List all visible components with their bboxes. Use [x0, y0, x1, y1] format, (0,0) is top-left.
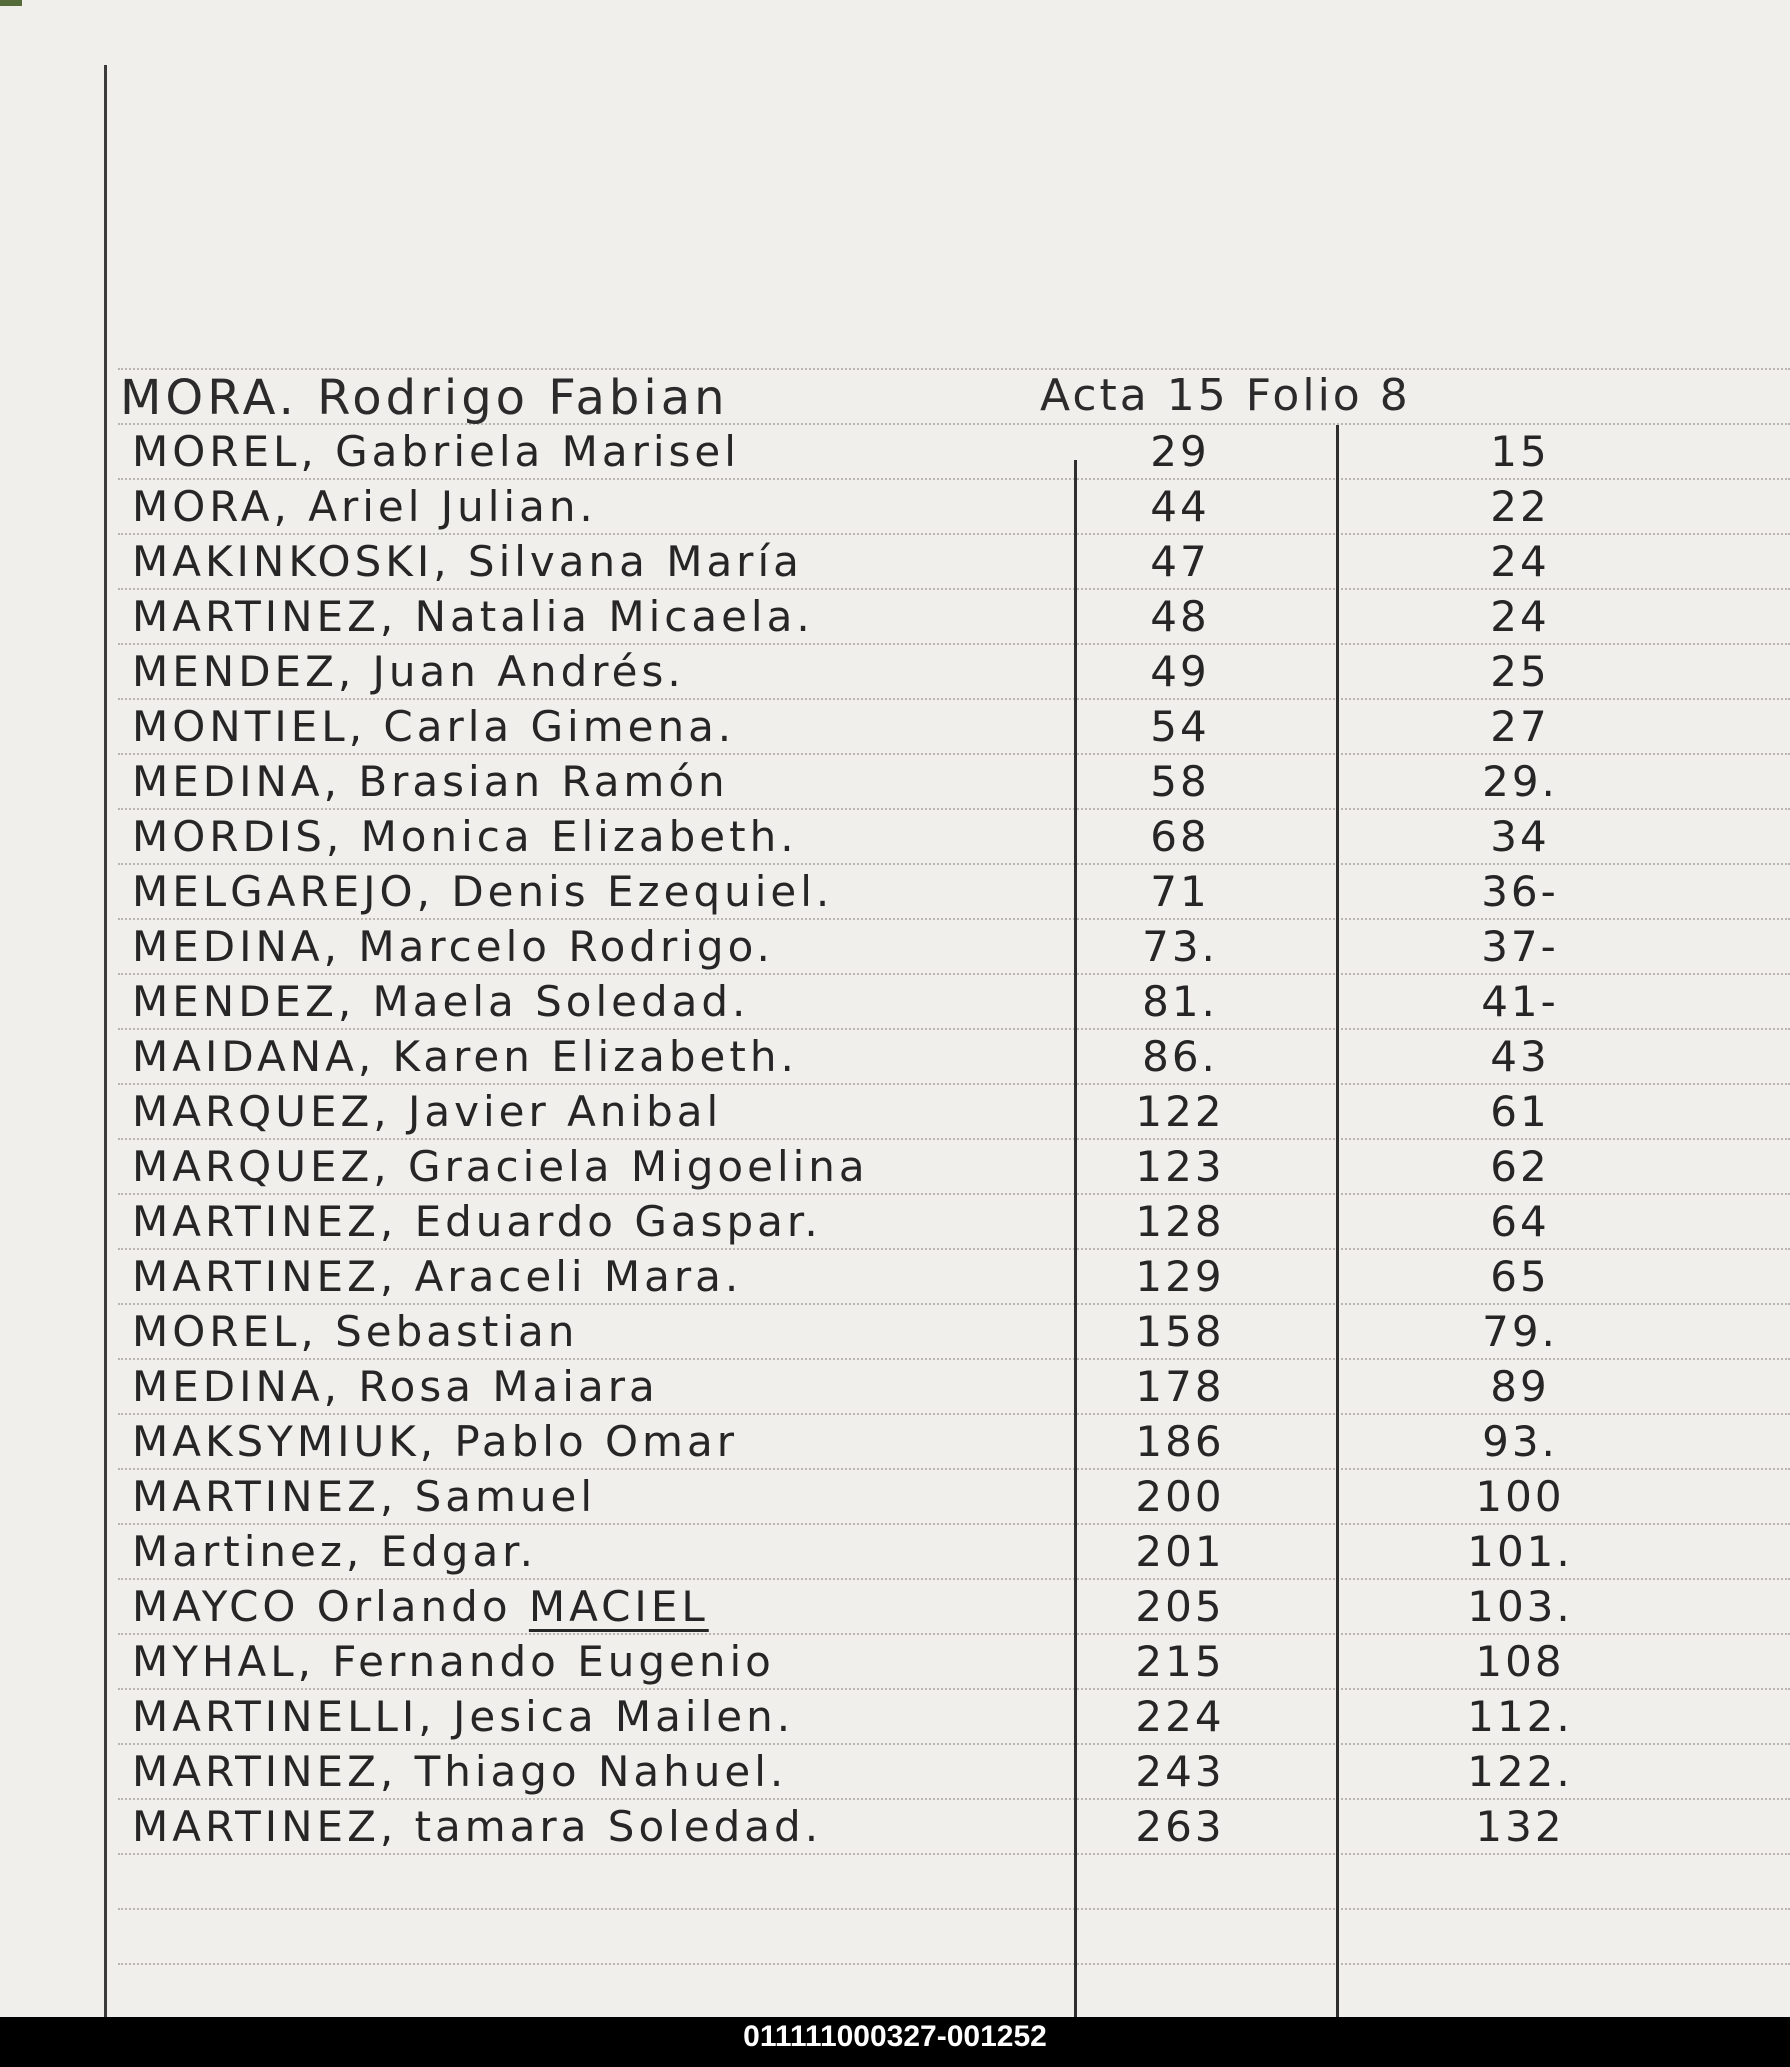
entry-folio: 27	[1490, 702, 1550, 751]
entry-acta: 71	[1150, 867, 1210, 916]
entry-name-first: MAYCO Orlando	[132, 1582, 512, 1631]
entry-acta: 200	[1135, 1472, 1225, 1521]
entry-folio: 36-	[1481, 867, 1559, 916]
entry-folio: 29.	[1482, 757, 1558, 806]
entry-folio: 64	[1490, 1197, 1550, 1246]
entry-acta: 128	[1135, 1197, 1225, 1246]
list-item	[120, 1415, 1580, 1471]
entry-name: MENDEZ, Maela Soledad.	[132, 977, 750, 1026]
entry-folio: 108	[1475, 1637, 1565, 1686]
list-item	[120, 1030, 1580, 1086]
entry-acta: 48	[1150, 592, 1210, 641]
page-corner-mark	[0, 0, 22, 6]
entry-name: MAKSYMIUK, Pablo Omar	[132, 1417, 738, 1466]
entry-acta: 263	[1135, 1802, 1225, 1851]
columns-label: Acta 15 Folio 8	[1040, 370, 1411, 421]
list-item	[120, 1470, 1580, 1526]
list-item	[120, 1800, 1580, 1856]
entry-folio: 24	[1490, 592, 1550, 641]
entry-folio: 43	[1490, 1032, 1550, 1081]
entry-folio: 24	[1490, 537, 1550, 586]
entry-acta: 49	[1150, 647, 1210, 696]
list-item	[120, 1250, 1580, 1306]
entry-name: MAKINKOSKI, Silvana María	[132, 537, 803, 586]
entry-folio: 25	[1490, 647, 1550, 696]
entry-acta: 73.	[1142, 922, 1218, 971]
list-item	[120, 1305, 1580, 1361]
entry-acta: 123	[1135, 1142, 1225, 1191]
entry-name: MARQUEZ, Javier Anibal	[132, 1087, 723, 1136]
entry-acta: 58	[1150, 757, 1210, 806]
entry-name: MORA, Ariel Julian.	[132, 482, 597, 531]
list-item	[120, 590, 1580, 646]
entry-name: MARTINELLI, Jesica Mailen.	[132, 1692, 795, 1741]
left-margin-line	[104, 65, 107, 2017]
list-item	[120, 1690, 1580, 1746]
entry-folio: 15	[1490, 427, 1550, 476]
entry-surname-underlined: MACIEL	[528, 1582, 709, 1631]
entry-name: MARTINEZ, Thiago Nahuel.	[132, 1747, 788, 1796]
list-item	[120, 645, 1580, 701]
entry-name: MARTINEZ, tamara Soledad.	[132, 1802, 823, 1851]
entry-acta: 186	[1135, 1417, 1225, 1466]
entry-name: MENDEZ, Juan Andrés.	[132, 647, 685, 696]
entry-name: MOREL, Sebastian	[132, 1307, 579, 1356]
entry-folio: 93.	[1482, 1417, 1558, 1466]
list-item	[120, 480, 1580, 536]
entry-acta: 81.	[1142, 977, 1218, 1026]
list-item	[120, 920, 1580, 976]
list-item	[120, 1140, 1580, 1196]
entry-acta: 47	[1150, 537, 1210, 586]
header-row	[120, 370, 1480, 428]
list-item	[120, 1195, 1580, 1251]
entry-folio: 79.	[1482, 1307, 1558, 1356]
list-item	[120, 425, 1580, 481]
list-item	[120, 1525, 1580, 1581]
entry-acta: 201	[1135, 1527, 1225, 1576]
entry-folio: 65	[1490, 1252, 1550, 1301]
entry-folio: 22	[1490, 482, 1550, 531]
entry-name: MORDIS, Monica Elizabeth.	[132, 812, 798, 861]
entry-name: MARTINEZ, Eduardo Gaspar.	[132, 1197, 822, 1246]
entry-name: MEDINA, Rosa Maiara	[132, 1362, 659, 1411]
entry-acta: 243	[1135, 1747, 1225, 1796]
entry-folio: 101.	[1467, 1527, 1573, 1576]
entry-folio: 132	[1475, 1802, 1565, 1851]
entry-name: MARTINEZ, Natalia Micaela.	[132, 592, 814, 641]
entry-acta: 86.	[1142, 1032, 1218, 1081]
entry-folio: 112.	[1467, 1692, 1573, 1741]
entry-acta: 44	[1150, 482, 1210, 531]
entry-acta: 68	[1150, 812, 1210, 861]
entry-name: MELGAREJO, Denis Ezequiel.	[132, 867, 834, 916]
entry-name	[132, 1582, 709, 1631]
entry-folio: 61	[1490, 1087, 1550, 1136]
entry-acta: 54	[1150, 702, 1210, 751]
list-item	[120, 1745, 1580, 1801]
entry-name: MEDINA, Brasian Ramón	[132, 757, 729, 806]
list-item	[120, 810, 1580, 866]
first-entry-name: MORA. Rodrigo Fabian	[120, 370, 729, 426]
entry-folio: 62	[1490, 1142, 1550, 1191]
entry-folio: 37-	[1481, 922, 1559, 971]
entry-name: MAIDANA, Karen Elizabeth.	[132, 1032, 798, 1081]
list-item	[120, 535, 1580, 591]
ruled-line	[118, 1908, 1790, 1910]
entry-name: MEDINA, Marcelo Rodrigo.	[132, 922, 774, 971]
entry-folio: 100	[1475, 1472, 1565, 1521]
entry-acta: 205	[1135, 1582, 1225, 1631]
entry-acta: 224	[1135, 1692, 1225, 1741]
document-code: 011111000327-001252	[743, 2020, 1047, 2053]
entry-name: MYHAL, Fernando Eugenio	[132, 1637, 775, 1686]
ruled-line	[118, 1963, 1790, 1965]
entry-acta: 215	[1135, 1637, 1225, 1686]
list-item	[120, 700, 1580, 756]
entry-name: Martinez, Edgar.	[132, 1527, 537, 1576]
entry-acta: 29	[1150, 427, 1210, 476]
entry-acta: 178	[1135, 1362, 1225, 1411]
entry-name: MARQUEZ, Graciela Migoelina	[132, 1142, 869, 1191]
list-item	[120, 865, 1580, 921]
entry-acta: 129	[1135, 1252, 1225, 1301]
list-item	[120, 1085, 1580, 1141]
entry-folio: 122.	[1467, 1747, 1573, 1796]
list-item	[120, 755, 1580, 811]
list-item	[120, 975, 1580, 1031]
entry-acta: 158	[1135, 1307, 1225, 1356]
entry-folio: 41-	[1481, 977, 1559, 1026]
entry-acta: 122	[1135, 1087, 1225, 1136]
entry-name: MOREL, Gabriela Marisel	[132, 427, 740, 476]
entry-folio: 89	[1490, 1362, 1550, 1411]
list-item	[120, 1580, 1580, 1636]
entry-name: MARTINEZ, Araceli Mara.	[132, 1252, 743, 1301]
list-item	[120, 1360, 1580, 1416]
entry-folio: 34	[1490, 812, 1550, 861]
entry-name: MONTIEL, Carla Gimena.	[132, 702, 736, 751]
entry-name: MARTINEZ, Samuel	[132, 1472, 597, 1521]
entry-folio: 103.	[1467, 1582, 1573, 1631]
list-item	[120, 1635, 1580, 1691]
